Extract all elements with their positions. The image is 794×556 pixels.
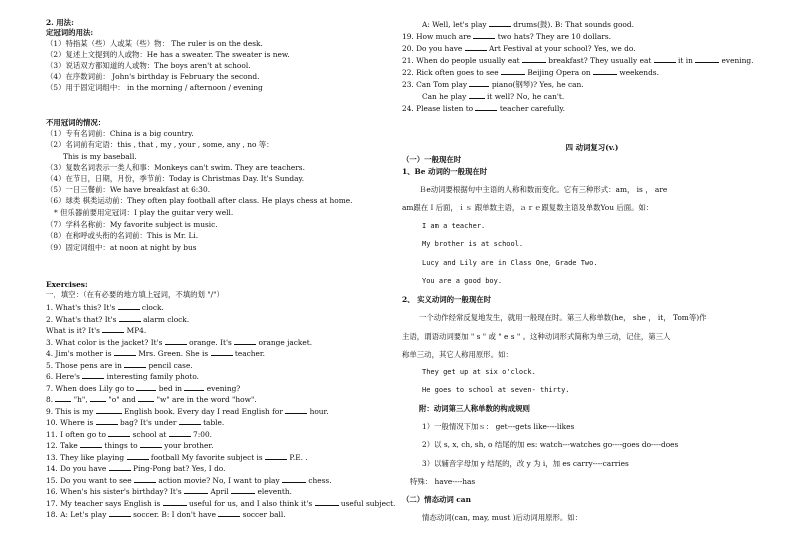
action-verb-heading: 2、 实义动词的一般现在时 <box>402 295 492 304</box>
exercise-item <box>46 337 312 347</box>
exercise-text: 5. Those pens are in <box>46 360 125 370</box>
exercise-text: 10. Where is <box>46 418 96 427</box>
exercise-item <box>46 498 395 508</box>
exercise-text: it well? No, he can't. <box>484 92 565 101</box>
no-article-heading: 不用冠词的情况： <box>46 118 106 127</box>
action-verb-line-2: 主语，谓语动词要加 " s " 或 " e s " 。这种动词形式简称为单三动，记住，第三人 <box>402 332 671 341</box>
exercise-text: 14. Do you have <box>46 464 109 473</box>
no-article-item: （6）球类 棋类运动前：They often play football after class. He plays chess at home. <box>46 196 353 205</box>
answer-blank[interactable] <box>184 383 204 391</box>
exercise-item <box>46 475 332 485</box>
no-article-item: （8）在称呼或头衔的名词前：This is Mr. Li. <box>46 231 199 240</box>
exercise-text: weekends. <box>617 68 659 77</box>
exercise-text: 19. How much are <box>402 32 474 41</box>
definite-article-item: （4）在序数词前： John's birthday is February the second. <box>46 72 260 81</box>
exercise-text: Ping-Pong bat? Yes, I do. <box>130 464 226 473</box>
answer-blank[interactable] <box>179 417 201 425</box>
exercise-item <box>402 79 584 89</box>
exercise-text: 3. What color is the jacket? It's <box>46 337 165 347</box>
exercise-text: 8. <box>46 395 56 404</box>
action-verb-example: They get up at six o'clock. <box>422 368 536 376</box>
exercise-text: 2. What's that? It's <box>46 314 119 324</box>
answer-blank[interactable] <box>469 79 489 87</box>
exercise-item <box>402 55 753 65</box>
definite-article-item: （2）复述上文提到的人或物：He has a sweater. The sweater is new. <box>46 50 290 59</box>
exercise-text: 17. My teacher says English is <box>46 498 163 508</box>
exercise-text: alarm clock. <box>140 314 190 324</box>
exercise-text: breakfast? They usually eat <box>545 56 654 65</box>
exercise-text: football My favorite subject is <box>148 452 266 462</box>
answer-blank[interactable] <box>118 302 140 310</box>
exercises-instruction: 一．填空：（在有必要的地方填上冠词，不填的划 "/"） <box>46 290 224 299</box>
exercise-item <box>46 509 286 519</box>
be-example: My brother is at school. <box>422 240 524 248</box>
exercise-text: hour. <box>307 406 329 416</box>
answer-blank[interactable] <box>469 91 485 99</box>
answer-blank[interactable] <box>265 452 287 460</box>
exercise-item <box>46 440 213 450</box>
exercise-item <box>422 91 564 101</box>
answer-blank[interactable] <box>285 406 307 414</box>
verb-review-title: 四 动词复习(v.) <box>565 143 619 152</box>
answer-blank[interactable] <box>473 31 495 39</box>
exercise-text: useful for us, and I also think it's <box>186 498 315 508</box>
exercise-text: chess. <box>306 475 332 485</box>
answer-blank[interactable] <box>489 19 511 27</box>
exercise-item <box>46 486 292 496</box>
usage-title: 2. 用法: <box>46 18 74 27</box>
modal-verb-heading: （二）情态动词 can <box>402 495 471 504</box>
exercise-item <box>46 417 224 427</box>
special-case: 特殊： have----has <box>410 477 476 486</box>
simple-present-heading: （一）一般现在时 <box>402 155 462 164</box>
answer-blank[interactable] <box>119 314 141 322</box>
exercise-text: A: Well, let's play <box>422 20 489 29</box>
definite-article-heading: 定冠词的用法: <box>46 28 94 37</box>
answer-blank[interactable] <box>90 394 106 402</box>
exercise-text: teacher carefully. <box>497 104 565 113</box>
answer-blank[interactable] <box>55 394 71 402</box>
exercise-text: 4. Jim's mother is <box>46 349 114 358</box>
exercise-text: 16. When's his sister's birthday? It's <box>46 487 185 496</box>
exercise-text: soccer ball. <box>240 510 286 519</box>
answer-blank[interactable] <box>82 371 104 379</box>
exercise-text: "w" are in the word "how". <box>154 395 257 404</box>
be-rule-line-1: Ｂe动词要根据句中主语的人称和数而变化。它有三种形式：am， is ， are <box>419 185 668 194</box>
answer-blank[interactable] <box>501 67 525 75</box>
exercise-item <box>422 19 634 29</box>
third-person-rule: 1）一般情况下加ｓ： get---gets like----likes <box>422 422 575 431</box>
exercise-text: 18. A: Let's play <box>46 510 109 519</box>
no-article-item: （1）专有名词前：China is a big country. <box>46 129 194 138</box>
answer-blank[interactable] <box>80 440 102 448</box>
exercise-text: 23. Can Tom play <box>402 80 470 89</box>
exercise-text: 7. When does Lily go to <box>46 383 137 393</box>
answer-blank[interactable] <box>124 360 146 368</box>
no-article-item: （4）在节日，日期，月份，季节前：Today is Christmas Day. It's Sunday. <box>46 174 305 183</box>
exercise-text: Beijing Opera on <box>525 68 594 77</box>
modal-verb-rule: 情态动词(can, may, must )后动词用原形。如： <box>422 513 583 522</box>
no-article-item: （7）学科名称前：My favorite subject is music. <box>46 220 218 229</box>
answer-blank[interactable] <box>109 463 131 471</box>
exercise-text: bed in <box>156 383 185 393</box>
no-article-item: （5）一日三餐前：We have breakfast at 6:30. <box>46 185 211 194</box>
answer-blank[interactable] <box>234 337 256 345</box>
third-person-rule: 2）以 s, x, ch, sh, o 结尾的加 es: watch---watches go----goes do----does <box>422 440 679 449</box>
answer-blank[interactable] <box>163 498 187 506</box>
no-article-item: （9）固定词组中：at noon at night by bus <box>46 243 197 252</box>
exercise-text: 15. Do you want to see <box>46 475 135 485</box>
exercise-item <box>46 302 164 312</box>
exercises-title: Exercises: <box>46 280 88 289</box>
exercise-text: "h", <box>71 395 91 404</box>
answer-blank[interactable] <box>102 325 124 333</box>
exercise-item <box>46 452 308 462</box>
answer-blank[interactable] <box>108 429 130 437</box>
exercise-text: 20. Do you have <box>402 44 465 53</box>
exercise-text: drums(鼓). B: That sounds good. <box>510 20 634 29</box>
exercise-text: things to <box>102 441 140 450</box>
exercise-item <box>402 67 659 77</box>
exercise-text: 1. What's this? It's <box>46 303 118 312</box>
answer-blank[interactable] <box>184 486 208 494</box>
answer-blank[interactable] <box>315 498 339 506</box>
definite-article-item: （1）特指某（些）人或某（些）物： The ruler is on the desk. <box>46 39 263 48</box>
exercise-text: Can he play <box>422 92 469 101</box>
exercise-text: 22. Rick often goes to see <box>402 68 501 77</box>
exercise-text: MP4. <box>124 326 147 335</box>
exercise-text: orange jacket. <box>256 337 313 347</box>
answer-blank[interactable] <box>96 406 122 414</box>
exercise-text: piano(钢琴)? Yes, he can. <box>489 80 584 89</box>
third-person-rule: 3）以辅音字母加 y 结尾的，改 y 为 i，加 es carry----carries <box>422 459 629 468</box>
be-example: Lucy and Lily are in Class One，Grade Two. <box>422 259 598 267</box>
exercise-text: two hats? They are 10 dollars. <box>495 32 612 41</box>
answer-blank[interactable] <box>138 394 154 402</box>
action-verb-line-1: 一个动作经常反复地发生，就用一般现在时。第三人称单数(he， she ， it， Tom等)作 <box>419 313 707 322</box>
exercise-text: clock. <box>139 303 164 312</box>
exercise-item <box>46 371 199 381</box>
answer-blank[interactable] <box>211 348 233 356</box>
exercise-text: 6. Here's <box>46 372 83 381</box>
exercise-text: 9. This is my <box>46 406 96 416</box>
no-article-item: （3）复数名词表示一类人和事：Monkeys can't swim. They are teachers. <box>46 163 305 172</box>
exercise-text: English book. Every day I read English for <box>121 406 286 416</box>
exercise-item <box>402 103 565 113</box>
exercise-text: What is it? It's <box>46 326 103 335</box>
exercise-text: it in <box>675 56 696 65</box>
exercise-text: evening? <box>204 383 241 393</box>
definite-article-item: （3）说话双方都知道的人或物：The boys aren't at school. <box>46 61 251 70</box>
exercise-text: school at <box>130 429 169 439</box>
no-article-item: （2）名词前有定语：this , that , my , your , some, any , no 等： <box>46 140 274 149</box>
exercise-text: 24. Please listen to <box>402 104 476 113</box>
exercise-text: useful subject. <box>338 498 396 508</box>
action-verb-line-3: 称单三动，其它人称用原形。如： <box>402 350 513 359</box>
answer-blank[interactable] <box>231 486 255 494</box>
answer-blank[interactable] <box>218 509 240 517</box>
exercise-text: 11. I often go to <box>46 429 109 439</box>
exercise-text: 12. Take <box>46 441 81 450</box>
exercise-item <box>46 406 329 416</box>
answer-blank[interactable] <box>654 55 676 63</box>
answer-blank[interactable] <box>134 475 156 483</box>
third-person-rules-title: 附：动词第三人称单数的构成规则 <box>419 404 530 413</box>
be-example: I am a teacher. <box>422 222 486 230</box>
exercise-text: orange. It's <box>186 337 235 347</box>
answer-blank[interactable] <box>475 103 497 111</box>
exercise-text: action movie? No, I want to play <box>156 475 282 485</box>
exercise-item <box>46 394 257 404</box>
exercise-item <box>46 360 193 370</box>
exercise-item <box>46 429 212 439</box>
no-article-item: * 但乐器前要用定冠词：I play the guitar very well. <box>54 208 234 217</box>
exercise-text: your brother. <box>161 441 214 450</box>
answer-blank[interactable] <box>127 452 149 460</box>
answer-blank[interactable] <box>169 429 191 437</box>
exercise-text: P.E. . <box>287 452 308 462</box>
exercise-text: 13. They like playing <box>46 452 127 462</box>
exercise-item <box>46 314 189 324</box>
answer-blank[interactable] <box>593 67 617 75</box>
exercise-text: bag? It's under <box>117 418 179 427</box>
answer-blank[interactable] <box>282 475 306 483</box>
exercise-text: April <box>208 487 232 496</box>
answer-blank[interactable] <box>96 417 118 425</box>
exercise-text: Mrs. Green. She is <box>135 349 211 358</box>
answer-blank[interactable] <box>465 43 487 51</box>
exercise-text: soccer. B: I don't have <box>130 510 219 519</box>
be-example: You are a good boy. <box>422 277 503 285</box>
action-verb-example: He goes to school at seven- thirty. <box>422 386 570 394</box>
answer-blank[interactable] <box>114 348 136 356</box>
exercise-item <box>46 383 240 393</box>
no-article-item: This is my baseball. <box>63 152 137 161</box>
answer-blank[interactable] <box>695 55 719 63</box>
answer-blank[interactable] <box>165 337 187 345</box>
be-verb-heading: 1、Be 动词的一般现在时 <box>402 167 488 176</box>
exercise-item <box>46 325 146 335</box>
exercise-item <box>46 463 225 473</box>
exercise-text: 7:00. <box>190 429 212 439</box>
answer-blank[interactable] <box>140 440 162 448</box>
be-rule-line-2: am跟在Ｉ后面，ｉｓ 跟单数主语，ａｒｅ跟复数主语及单数You 后面。如： <box>402 203 654 212</box>
answer-blank[interactable] <box>109 509 131 517</box>
exercise-text: interesting family photo. <box>104 372 199 381</box>
exercise-text: Art Festival at your school? Yes, we do. <box>486 44 636 53</box>
exercise-item <box>402 31 611 41</box>
definite-article-item: （5）用于固定词组中： in the morning / afternoon / evening <box>46 83 263 92</box>
answer-blank[interactable] <box>136 383 156 391</box>
exercise-text: evening. <box>719 56 754 65</box>
exercise-item <box>46 348 265 358</box>
exercise-text: eleventh. <box>255 487 292 496</box>
exercise-text: teacher. <box>232 349 265 358</box>
answer-blank[interactable] <box>522 55 546 63</box>
exercise-text: 21. When do people usually eat <box>402 56 522 65</box>
exercise-item <box>402 43 636 53</box>
exercise-text: pencil case. <box>146 360 193 370</box>
exercise-text: "o" and <box>106 395 139 404</box>
exercise-text: table. <box>200 418 225 427</box>
